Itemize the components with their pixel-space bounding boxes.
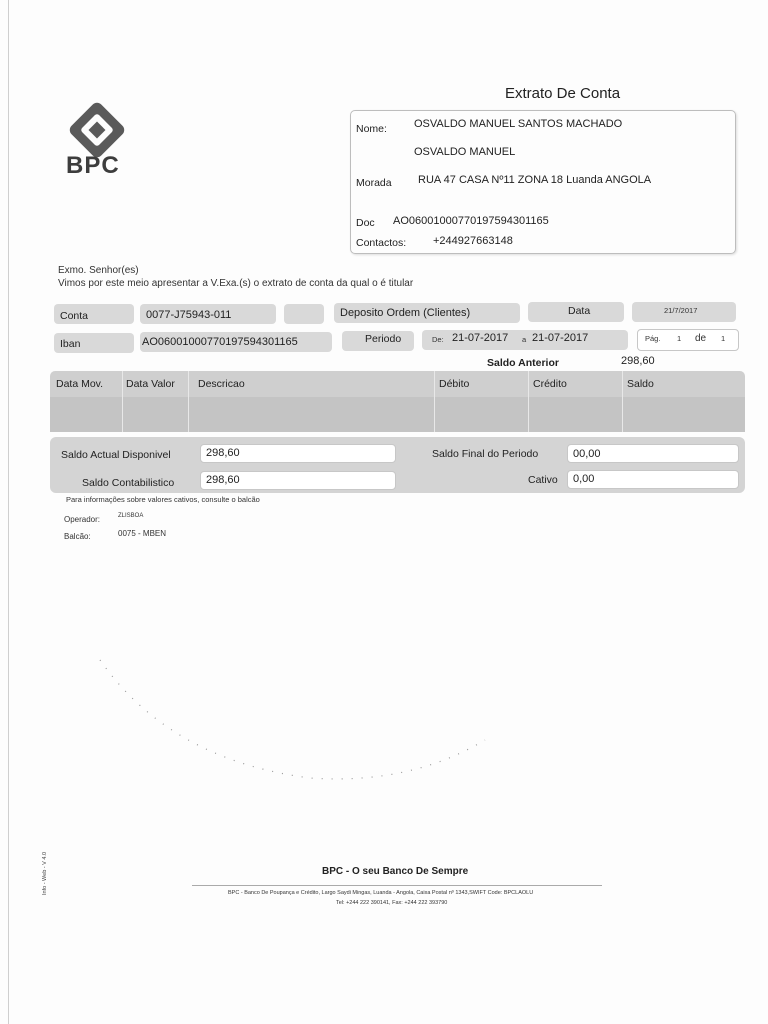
previous-balance-label: Saldo Anterior [487, 357, 559, 369]
column-header-debito: Débito [439, 378, 470, 390]
final-balance-label: Saldo Final do Periodo [432, 448, 539, 460]
footer-divider [192, 885, 602, 886]
column-divider [622, 371, 623, 432]
conta-label: Conta [60, 310, 89, 322]
contacts-label: Contactos: [356, 237, 407, 249]
name-label: Nome: [356, 123, 387, 135]
column-divider [528, 371, 529, 432]
iban-value: AO06001000770197594301165 [142, 336, 298, 348]
iban-label: Iban [60, 338, 81, 350]
column-header-data-valor: Data Valor [126, 378, 175, 390]
available-balance-label: Saldo Actual Disponivel [61, 449, 171, 461]
client-doc: AO06001000770197594301165 [393, 215, 549, 227]
doc-label: Doc [356, 217, 375, 229]
captive-value: 0,00 [573, 473, 595, 485]
date-value: 21/7/2017 [664, 306, 698, 315]
client-short-name: OSVALDO MANUEL [414, 146, 516, 158]
movements-table-body [50, 397, 745, 432]
document-title: Extrato De Conta [505, 85, 621, 102]
branch-label: Balcão: [64, 532, 91, 541]
client-address: RUA 47 CASA Nº11 ZONA 18 Luanda ANGOLA [418, 174, 652, 186]
blank-pill [284, 304, 324, 324]
period-to: 21-07-2017 [532, 332, 589, 344]
operator-label: Operador: [64, 515, 101, 524]
captive-info-note: Para informações sobre valores cativos, consulte o balcão [66, 495, 260, 504]
scan-dot-arc [80, 600, 500, 800]
footer-slogan: BPC - O seu Banco De Sempre [322, 866, 469, 877]
page-label: Pág. [645, 334, 661, 343]
page-of-label: de [695, 333, 707, 344]
column-header-saldo: Saldo [627, 378, 654, 390]
footer-side-code: Info - Web - V 4.0 [42, 851, 48, 895]
column-header-data-mov: Data Mov. [56, 378, 104, 390]
intro-text: Vimos por este meio apresentar a V.Exa.(s) o extrato de conta da qual o é titular [58, 278, 414, 289]
period-label: Periodo [365, 333, 402, 345]
branch-value: 0075 - MBEN [118, 529, 167, 538]
column-header-credito: Crédito [533, 378, 567, 390]
accounting-balance-label: Saldo Contabilistico [82, 477, 175, 489]
salutation: Exmo. Senhor(es) [58, 265, 139, 276]
footer-address-line2: Tel: +244 222 390141, Fax: +244 222 393790 [336, 900, 448, 906]
bank-logo-text: BPC [66, 152, 120, 179]
period-to-label: a [522, 335, 527, 344]
page-total: 1 [721, 334, 726, 343]
address-label: Morada [356, 177, 392, 189]
column-divider [188, 371, 189, 432]
account-type: Deposito Ordem (Clientes) [340, 307, 471, 319]
conta-value: 0077-J75943-011 [146, 309, 232, 321]
client-contacts: +244927663148 [433, 235, 513, 247]
available-balance-value: 298,60 [206, 447, 240, 459]
column-divider [434, 371, 435, 432]
period-from: 21-07-2017 [452, 332, 509, 344]
page-edge [8, 0, 9, 1024]
footer-address-line1: BPC - Banco De Poupança e Crédito, Largo Saydi Mingas, Luanda - Angola, Caixa Postal nº 1343,SWIFT Code: BPCLAOLU [228, 890, 534, 896]
page-current: 1 [677, 334, 682, 343]
captive-label: Cativo [528, 474, 558, 486]
client-name: OSVALDO MANUEL SANTOS MACHADO [414, 118, 623, 130]
column-header-descricao: Descricao [198, 378, 245, 390]
column-divider [122, 371, 123, 432]
previous-balance-value: 298,60 [621, 355, 655, 367]
date-label: Data [568, 305, 591, 317]
period-from-label: De: [432, 335, 444, 344]
operator-value: ZLISBOA [118, 513, 144, 519]
final-balance-value: 00,00 [573, 448, 601, 460]
accounting-balance-value: 298,60 [206, 474, 240, 486]
